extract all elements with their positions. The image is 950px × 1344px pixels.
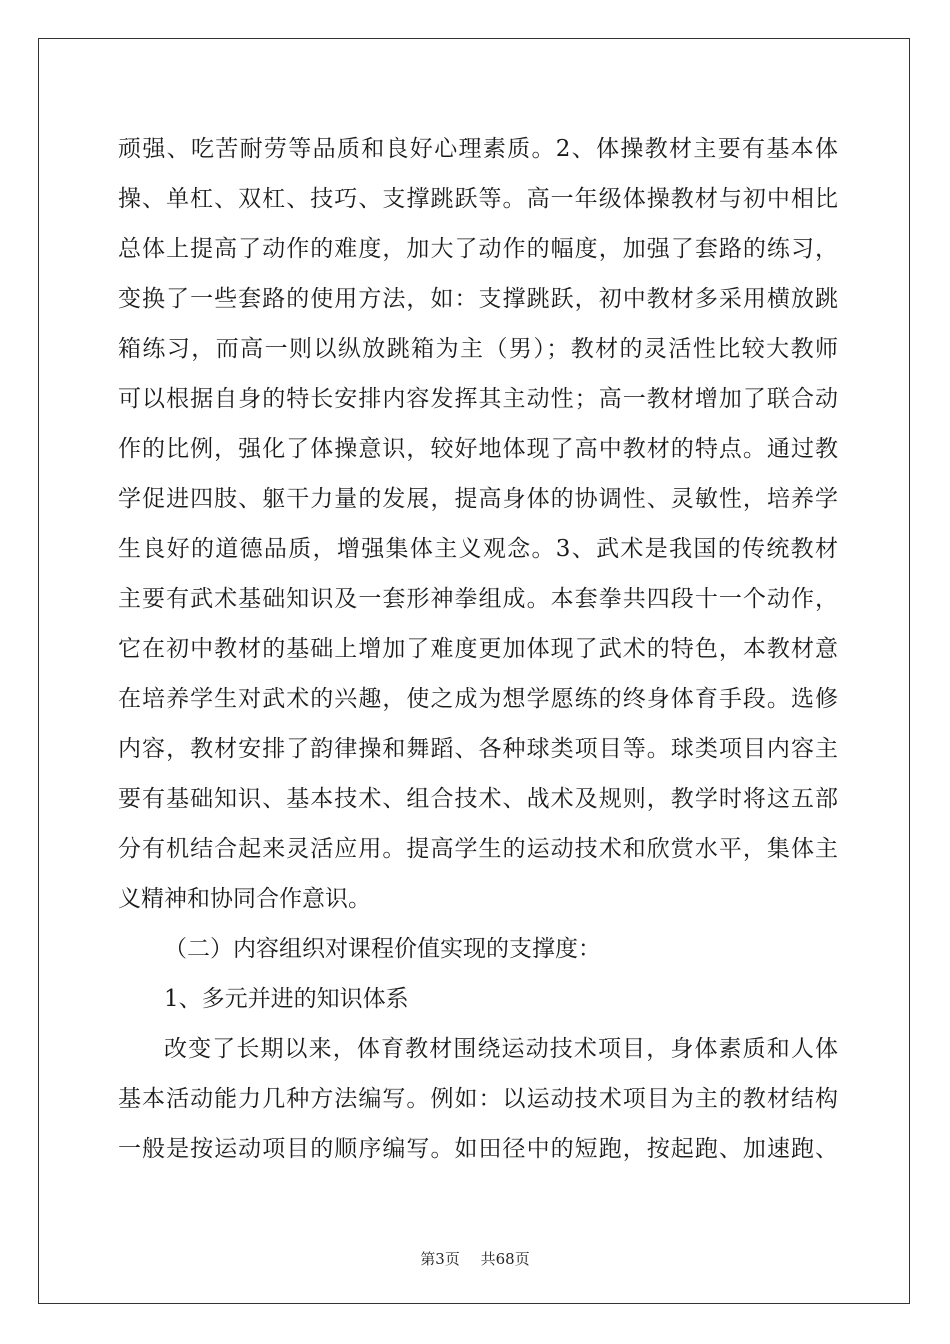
text-line: 分有机结合起来灵活应用。提高学生的运动技术和欣赏水平，集体主 (118, 836, 838, 862)
text-line: 改变了长期以来，体育教材围绕运动技术项目，身体素质和人体 (164, 1036, 838, 1062)
text-line: 变换了一些套路的使用方法，如：支撑跳跃，初中教材多采用横放跳 (118, 286, 838, 312)
text-line: 顽强、吃苦耐劳等品质和良好心理素质。2、体操教材主要有基本体 (118, 136, 838, 162)
text-line: 生良好的道德品质，增强集体主义观念。3、武术是我国的传统教材 (118, 536, 838, 562)
page-footer (0, 1248, 950, 1269)
text-line: 学促进四肢、躯干力量的发展，提高身体的协调性、灵敏性，培养学 (118, 486, 838, 512)
text-line: 操、单杠、双杠、技巧、支撑跳跃等。高一年级体操教材与初中相比 (118, 186, 838, 212)
text-line: 1、多元并进的知识体系 (164, 986, 409, 1012)
document-body (118, 124, 838, 1174)
text-line: 内容，教材安排了韵律操和舞蹈、各种球类项目等。球类项目内容主 (118, 736, 838, 762)
text-line: 作的比例，强化了体操意识，较好地体现了高中教材的特点。通过教 (118, 436, 838, 462)
text-line: 基本活动能力几种方法编写。例如：以运动技术项目为主的教材结构 (118, 1086, 838, 1112)
text-line: 它在初中教材的基础上增加了难度更加体现了武术的特色，本教材意 (118, 636, 838, 662)
text-line: 一般是按运动项目的顺序编写。如田径中的短跑，按起跑、加速跑、 (118, 1136, 838, 1162)
text-line: 主要有武术基础知识及一套形神拳组成。本套拳共四段十一个动作， (118, 586, 838, 612)
page-number-total: 共68页 (480, 1250, 530, 1268)
text-line: 在培养学生对武术的兴趣，使之成为想学愿练的终身体育手段。选修 (118, 686, 838, 712)
page-number-current: 第3页 (420, 1250, 460, 1268)
text-line: 义精神和协同合作意识。 (118, 886, 371, 912)
text-line: 总体上提高了动作的难度，加大了动作的幅度，加强了套路的练习， (118, 236, 838, 262)
text-line: （二）内容组织对课程价值实现的支撑度： (164, 936, 601, 962)
text-line: 箱练习，而高一则以纵放跳箱为主（男）；教材的灵活性比较大教师 (118, 336, 838, 362)
text-line: 可以根据自身的特长安排内容发挥其主动性；高一教材增加了联合动 (118, 386, 838, 412)
text-line: 要有基础知识、基本技术、组合技术、战术及规则，教学时将这五部 (118, 786, 838, 812)
